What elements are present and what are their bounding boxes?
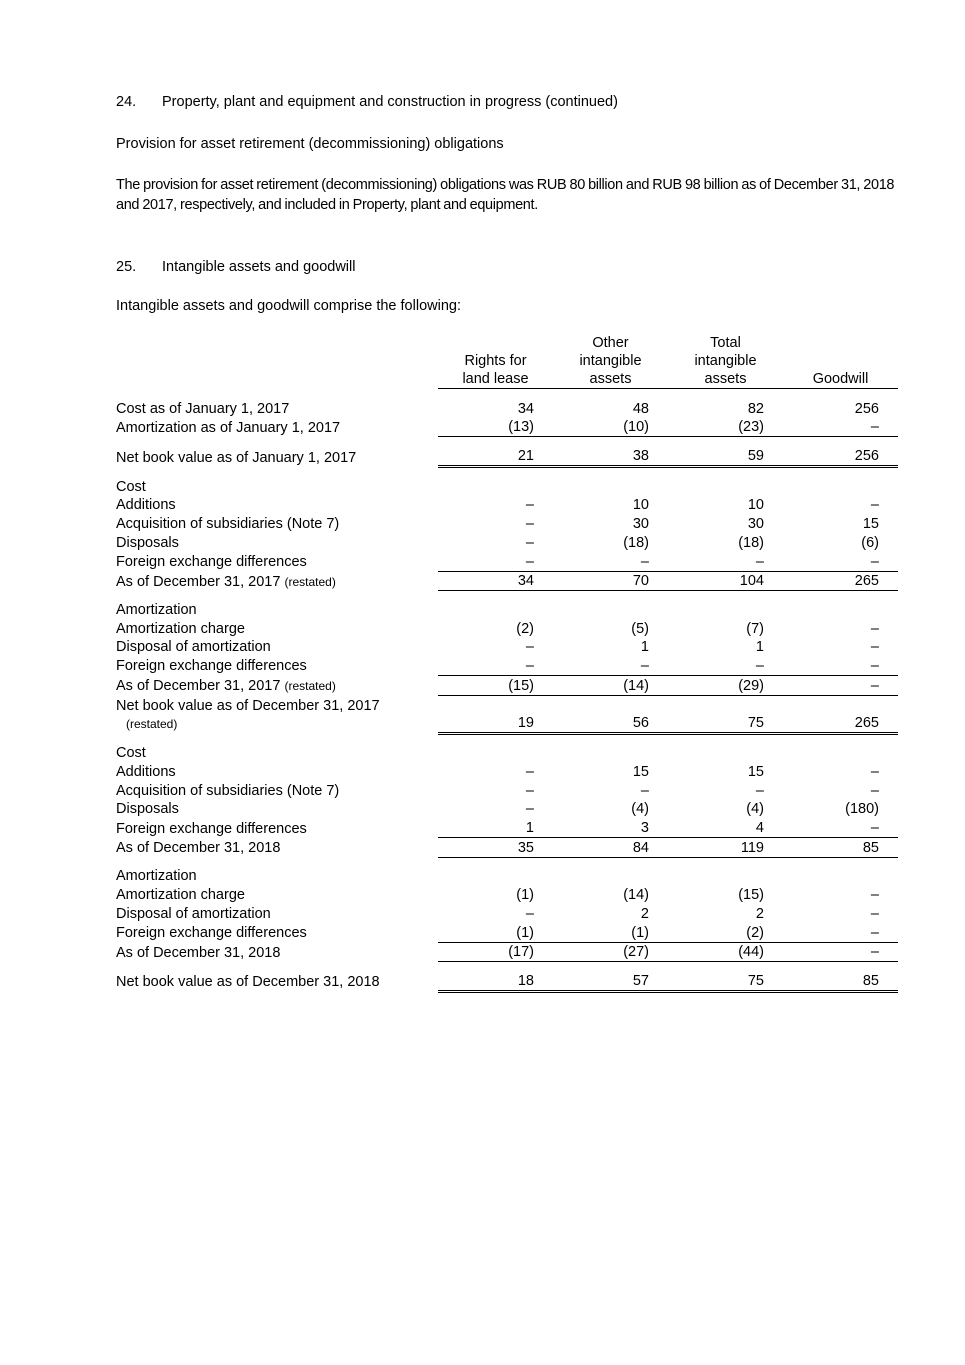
value-goodwill: 265 <box>783 571 898 591</box>
value-rights-for-land-lease: (17) <box>438 942 553 962</box>
value-rights-for-land-lease: – <box>525 905 534 922</box>
table-row <box>116 838 898 858</box>
value-other-intangible-assets: (14) <box>623 887 649 904</box>
table-row <box>116 885 898 904</box>
value-other-intangible-assets: 56 <box>553 695 668 733</box>
value-rights-for-land-lease: 1 <box>438 818 553 837</box>
value-rights-for-land-lease: 21 <box>438 446 553 466</box>
value-total-intangible-assets: 30 <box>747 516 764 533</box>
value-rights-for-land-lease: 35 <box>438 838 553 858</box>
value-other-intangible-assets: 10 <box>632 497 649 514</box>
value-goodwill: 85 <box>783 838 898 858</box>
value-rights-for-land-lease: (1) <box>438 923 553 942</box>
provision-paragraph: The provision for asset retirement (decommissioning) obligations was RUB 80 billion and RUB 98 billion as of December 31, 2018 and 2017, respectively, and included in Property, plant and equipment. <box>116 177 895 213</box>
row-label: Disposal of amortization <box>116 905 271 922</box>
value-goodwill: – <box>783 418 898 437</box>
section-title: Property, plant and equipment and construction in progress (continued) <box>162 94 618 110</box>
table-row <box>116 446 898 466</box>
value-rights-for-land-lease: – <box>525 782 534 799</box>
header-empty <box>116 330 438 389</box>
value-total-intangible-assets: 1 <box>755 639 764 656</box>
row-label: As of December 31, 2018 <box>116 944 281 961</box>
table-row <box>116 818 898 837</box>
value-goodwill: – <box>870 764 879 780</box>
value-rights-for-land-lease: 18 <box>438 971 553 991</box>
row-label: Net book value as of January 1, 2017 <box>116 449 357 466</box>
row-label: Amortization <box>116 601 197 618</box>
value-total-intangible-assets <box>668 867 783 886</box>
value-rights-for-land-lease: – <box>525 497 534 514</box>
value-goodwill: – <box>870 887 879 904</box>
value-total-intangible-assets: 75 <box>668 971 783 991</box>
restated-note: (restated) <box>284 574 336 589</box>
section-25-heading <box>116 257 355 277</box>
value-total-intangible-assets: 104 <box>668 571 783 591</box>
row-label: Additions <box>116 497 176 514</box>
value-goodwill: – <box>783 818 898 837</box>
table-row <box>116 638 898 657</box>
value-other-intangible-assets: (14) <box>553 675 668 695</box>
value-other-intangible-assets: 30 <box>632 516 649 533</box>
value-goodwill: (180) <box>845 801 879 818</box>
table-row <box>116 600 898 619</box>
value-total-intangible-assets: 75 <box>668 695 783 733</box>
table-row <box>116 496 898 515</box>
section-number: 24. <box>116 94 137 110</box>
row-label: Amortization charge <box>116 620 245 637</box>
value-goodwill: 15 <box>862 516 879 533</box>
value-goodwill <box>783 600 898 619</box>
value-other-intangible-assets: 2 <box>640 905 649 922</box>
value-total-intangible-assets: (2) <box>668 923 783 942</box>
row-label: Foreign exchange differences <box>116 925 307 941</box>
value-total-intangible-assets: 2 <box>755 905 764 922</box>
value-other-intangible-assets: 70 <box>553 571 668 591</box>
table-row <box>116 477 898 496</box>
row-label: Cost <box>116 478 146 495</box>
value-other-intangible-assets: 15 <box>632 764 649 780</box>
value-other-intangible-assets: (10) <box>553 418 668 437</box>
table-row <box>116 552 898 571</box>
value-other-intangible-assets: (5) <box>631 620 649 637</box>
header-goodwill: Goodwill <box>783 330 898 389</box>
value-total-intangible-assets: 119 <box>668 838 783 858</box>
value-goodwill: 85 <box>783 971 898 991</box>
restated-note: (restated) <box>284 679 336 694</box>
value-total-intangible-assets: (7) <box>746 620 764 637</box>
value-total-intangible-assets: (15) <box>738 887 764 904</box>
value-goodwill: 256 <box>783 446 898 466</box>
value-total-intangible-assets: – <box>668 656 783 675</box>
row-label: Cost as of January 1, 2017 <box>116 400 290 417</box>
value-total-intangible-assets: 15 <box>747 764 764 780</box>
value-total-intangible-assets: 82 <box>747 400 764 417</box>
value-rights-for-land-lease: – <box>525 516 534 533</box>
value-goodwill: – <box>783 942 898 962</box>
value-rights-for-land-lease <box>438 600 553 619</box>
value-total-intangible-assets <box>668 600 783 619</box>
value-other-intangible-assets: – <box>553 552 668 571</box>
row-label: As of December 31, 2017 (restated) <box>116 678 336 695</box>
value-other-intangible-assets: 38 <box>553 446 668 466</box>
value-total-intangible-assets: (18) <box>738 534 764 551</box>
header-rights-for-land-lease: Rights for land lease <box>438 330 553 389</box>
row-label: Disposal of amortization <box>116 639 271 656</box>
row-label: Disposals <box>116 801 179 818</box>
value-other-intangible-assets <box>553 477 668 496</box>
table-row <box>116 971 898 991</box>
value-goodwill <box>783 744 898 763</box>
row-label: Foreign exchange differences <box>116 820 307 837</box>
value-rights-for-land-lease: 34 <box>438 571 553 591</box>
value-goodwill: – <box>870 497 879 514</box>
value-goodwill: (6) <box>861 534 879 551</box>
value-goodwill: – <box>870 905 879 922</box>
row-label: Amortization <box>116 868 197 885</box>
value-rights-for-land-lease <box>438 477 553 496</box>
value-rights-for-land-lease: (1) <box>516 887 534 904</box>
table-row <box>116 399 898 418</box>
table-header-row <box>116 330 898 389</box>
value-rights-for-land-lease <box>438 867 553 886</box>
value-other-intangible-assets: (4) <box>631 801 649 818</box>
value-goodwill: – <box>783 552 898 571</box>
value-goodwill: 265 <box>783 695 898 733</box>
table-row <box>116 533 898 552</box>
value-rights-for-land-lease <box>438 744 553 763</box>
header-other-intangible-assets: Other intangible assets <box>553 330 668 389</box>
row-label: Amortization as of January 1, 2017 <box>116 419 341 436</box>
value-total-intangible-assets: (4) <box>746 801 764 818</box>
table-row <box>116 514 898 533</box>
value-goodwill: – <box>870 639 879 656</box>
value-other-intangible-assets: 84 <box>553 838 668 858</box>
row-label: Disposals <box>116 534 179 551</box>
value-total-intangible-assets: 59 <box>668 446 783 466</box>
row-label: Net book value as of December 31, 2018 <box>116 974 380 991</box>
value-total-intangible-assets: 10 <box>747 497 764 514</box>
value-total-intangible-assets: – <box>755 782 764 799</box>
section-24-heading <box>116 92 618 112</box>
row-label: As of December 31, 2017 (restated) <box>116 573 336 590</box>
row-label: Cost <box>116 745 146 762</box>
value-rights-for-land-lease: – <box>438 552 553 571</box>
value-total-intangible-assets: (23) <box>668 418 783 437</box>
value-goodwill: 256 <box>854 400 879 417</box>
table-row <box>116 656 898 675</box>
value-total-intangible-assets: (29) <box>668 675 783 695</box>
table-row <box>116 800 898 819</box>
value-other-intangible-assets: 1 <box>640 639 649 656</box>
value-other-intangible-assets <box>553 867 668 886</box>
restated-note: (restated) <box>126 717 178 732</box>
value-goodwill: – <box>783 656 898 675</box>
row-label: Additions <box>116 764 176 780</box>
value-goodwill: – <box>783 675 898 695</box>
row-label: As of December 31, 2018 <box>116 840 281 857</box>
row-label: Acquisition of subsidiaries (Note 7) <box>116 782 340 799</box>
value-goodwill <box>783 867 898 886</box>
row-label: Foreign exchange differences <box>116 554 307 570</box>
table-row <box>116 571 898 591</box>
value-rights-for-land-lease: – <box>525 801 534 818</box>
value-rights-for-land-lease: (15) <box>438 675 553 695</box>
header-total-intangible-assets: Total intangible assets <box>668 330 783 389</box>
value-rights-for-land-lease: – <box>525 534 534 551</box>
table-row <box>116 762 898 781</box>
value-other-intangible-assets <box>553 600 668 619</box>
value-goodwill: – <box>870 620 879 637</box>
value-total-intangible-assets: (44) <box>668 942 783 962</box>
value-other-intangible-assets <box>553 744 668 763</box>
table-row <box>116 619 898 638</box>
table-intro: Intangible assets and goodwill comprise the following: <box>116 298 461 314</box>
value-other-intangible-assets: (27) <box>553 942 668 962</box>
value-total-intangible-assets: 4 <box>668 818 783 837</box>
value-other-intangible-assets: 48 <box>632 400 649 417</box>
table-row <box>116 867 898 886</box>
section-title: Intangible assets and goodwill <box>162 259 356 275</box>
value-total-intangible-assets: – <box>668 552 783 571</box>
table-row <box>116 675 898 695</box>
table-row <box>116 923 898 942</box>
table-row <box>116 744 898 763</box>
row-label: Net book value as of December 31, 2017 (restated) <box>116 698 380 732</box>
value-other-intangible-assets: – <box>553 656 668 675</box>
value-goodwill: – <box>870 782 879 799</box>
row-label: Foreign exchange differences <box>116 658 307 675</box>
value-goodwill <box>783 477 898 496</box>
intangible-assets-table <box>116 330 898 993</box>
value-other-intangible-assets: – <box>640 782 649 799</box>
value-rights-for-land-lease: – <box>438 656 553 675</box>
row-label: Acquisition of subsidiaries (Note 7) <box>116 516 340 533</box>
value-rights-for-land-lease: (13) <box>438 418 553 437</box>
table-row <box>116 695 898 733</box>
value-rights-for-land-lease: (2) <box>516 620 534 637</box>
value-other-intangible-assets: 3 <box>553 818 668 837</box>
value-goodwill: – <box>783 923 898 942</box>
value-total-intangible-assets <box>668 744 783 763</box>
value-rights-for-land-lease: 19 <box>438 695 553 733</box>
value-rights-for-land-lease: – <box>525 639 534 656</box>
value-other-intangible-assets: 57 <box>553 971 668 991</box>
subheading: Provision for asset retirement (decommissioning) obligations <box>116 136 504 152</box>
value-total-intangible-assets <box>668 477 783 496</box>
table-row <box>116 418 898 437</box>
table-row <box>116 781 898 800</box>
section-number: 25. <box>116 259 137 275</box>
value-other-intangible-assets: (18) <box>623 534 649 551</box>
table-row <box>116 942 898 962</box>
value-rights-for-land-lease: 34 <box>517 400 534 417</box>
value-rights-for-land-lease: – <box>525 764 534 780</box>
row-label: Amortization charge <box>116 887 245 904</box>
table-row <box>116 904 898 923</box>
value-other-intangible-assets: (1) <box>553 923 668 942</box>
